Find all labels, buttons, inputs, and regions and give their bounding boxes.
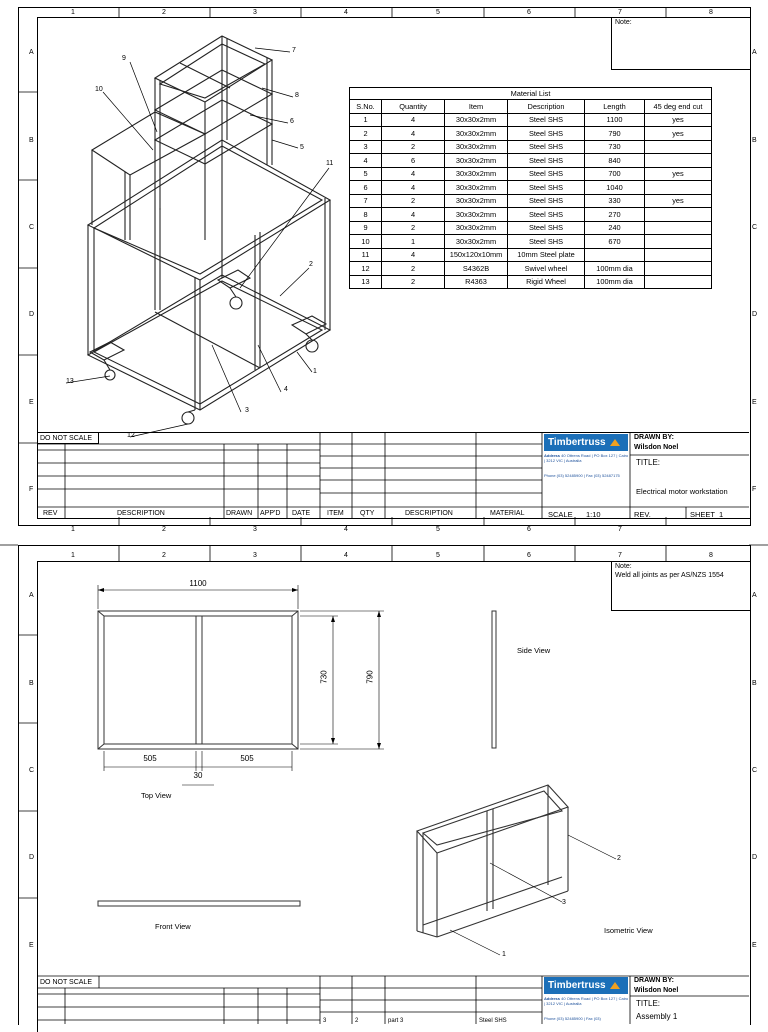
row-marker: D [752, 311, 758, 318]
balloon-2: 2 [617, 855, 621, 862]
table-cell: 6 [382, 154, 445, 168]
table-cell: 1 [382, 235, 445, 249]
table-cell: yes [645, 113, 712, 127]
dim-left-span: 505 [143, 754, 157, 763]
dim-right-span: 505 [240, 754, 254, 763]
note-text: Weld all joints as per AS/NZS 1554 [615, 572, 724, 579]
table-cell: R4363 [445, 275, 508, 289]
balloon-7: 7 [292, 47, 296, 54]
company-name: Timbertruss [548, 437, 606, 448]
balloon-10: 10 [95, 86, 103, 93]
address-label: Address [544, 996, 561, 1001]
table-cell: Steel SHS [508, 113, 585, 127]
balloon-12: 12 [127, 432, 135, 439]
note-label: Note: [615, 563, 632, 570]
table-cell: 30x30x2mm [445, 221, 508, 235]
header-cell: Quantity [382, 100, 445, 114]
col-marker: 1 [71, 9, 75, 16]
table-cell: 4 [382, 127, 445, 141]
row-marker: A [752, 49, 757, 56]
col-marker: 5 [436, 9, 440, 16]
col-marker: 4 [344, 9, 348, 16]
table-cell: 30x30x2mm [445, 154, 508, 168]
col-marker: 7 [618, 526, 622, 533]
table-cell: 1 [350, 113, 382, 127]
scale-label: SCALE [548, 510, 573, 519]
row-marker: D [752, 854, 758, 861]
title-label: TITLE: [636, 458, 661, 467]
table-cell: 4 [350, 154, 382, 168]
title-value: Assembly 1 [636, 1012, 678, 1021]
bom-description: part 3 [388, 1018, 404, 1024]
material-list-title: Material List [350, 88, 712, 100]
table-cell: 700 [585, 167, 645, 181]
table-cell: 2 [382, 221, 445, 235]
col-marker: 4 [344, 526, 348, 533]
table-cell: 10mm Steel plate [508, 248, 585, 262]
table-cell: Steel SHS [508, 194, 585, 208]
table-cell: 100mm dia [585, 275, 645, 289]
row-marker: B [752, 137, 757, 144]
top-view-label: Top View [141, 791, 172, 800]
note-label: Note: [615, 19, 632, 26]
col-marker: 5 [436, 526, 440, 533]
drawn-by-label: DRAWN BY: [634, 977, 674, 984]
scale-value: 1:10 [586, 510, 601, 519]
description-header: DESCRIPTION [117, 510, 165, 517]
company-logo [544, 977, 628, 994]
col-marker: 8 [709, 552, 713, 559]
rev-label: REV. [634, 510, 651, 519]
balloon-1: 1 [502, 951, 506, 958]
header-cell: Item [445, 100, 508, 114]
table-cell: 4 [382, 181, 445, 195]
company-phone: Phone (03) 52485900 | Fax (03) 52487175 [544, 473, 620, 478]
balloon-13: 13 [66, 378, 74, 385]
material-header: MATERIAL [490, 510, 525, 517]
row-marker: B [752, 680, 757, 687]
table-cell: 11 [350, 248, 382, 262]
row-marker: C [29, 224, 35, 231]
table-cell: yes [645, 127, 712, 141]
table-cell: 4 [382, 167, 445, 181]
row-marker: B [29, 137, 34, 144]
table-cell: 2 [382, 194, 445, 208]
col-marker: 8 [709, 9, 713, 16]
col-marker: 3 [253, 9, 257, 16]
col-marker: 7 [618, 552, 622, 559]
table-cell: 4 [382, 248, 445, 262]
side-view-label: Side View [517, 646, 551, 655]
header-cell: S.No. [350, 100, 382, 114]
bom-item: 3 [323, 1018, 327, 1024]
balloon-1: 1 [313, 368, 317, 375]
assembly-drawings [0, 545, 768, 1024]
table-cell: 2 [382, 275, 445, 289]
table-cell: 7 [350, 194, 382, 208]
dim-width: 1100 [189, 579, 207, 588]
item-header: ITEM [327, 510, 344, 517]
row-marker: E [752, 399, 757, 406]
table-cell: 13 [350, 275, 382, 289]
table-cell: Steel SHS [508, 208, 585, 222]
table-cell: 30x30x2mm [445, 181, 508, 195]
address-text: 40 Ottrens Road | PO Box 127 | Cairo | 3212 VIC | Australia [544, 453, 629, 464]
balloon-4: 4 [284, 386, 288, 393]
date-header: DATE [292, 510, 311, 517]
drawn-by-name: Wilsdon Noel [634, 987, 679, 994]
header-cell: Length [585, 100, 645, 114]
table-cell: 2 [382, 140, 445, 154]
drawing-sheet-2 [0, 545, 768, 1024]
address-label: Address [544, 453, 561, 458]
col-marker: 7 [618, 9, 622, 16]
do-not-scale: DO NOT SCALE [40, 979, 92, 986]
appd-header: APP'D [260, 510, 281, 517]
header-cell: 45 deg end cut [645, 100, 712, 114]
drawn-header: DRAWN [226, 510, 253, 517]
col-marker: 6 [527, 526, 531, 533]
table-cell: 9 [350, 221, 382, 235]
bom-description-header: DESCRIPTION [405, 510, 453, 517]
dim-inner-height: 730 [319, 670, 329, 684]
table-cell: 3 [350, 140, 382, 154]
row-marker: A [29, 592, 34, 599]
table-cell: 100mm dia [585, 262, 645, 276]
table-cell: Steel SHS [508, 167, 585, 181]
table-cell: 1040 [585, 181, 645, 195]
header-cell: Description [508, 100, 585, 114]
table-cell: Steel SHS [508, 221, 585, 235]
row-marker: D [29, 311, 35, 318]
table-cell: 8 [350, 208, 382, 222]
row-marker: C [752, 767, 758, 774]
company-name: Timbertruss [548, 980, 606, 991]
table-cell: 30x30x2mm [445, 127, 508, 141]
bom-material: Steel SHS [479, 1018, 507, 1024]
balloon-5: 5 [300, 144, 304, 151]
table-cell: 330 [585, 194, 645, 208]
table-cell: yes [645, 194, 712, 208]
dim-gap: 30 [193, 771, 203, 780]
table-cell: 4 [382, 208, 445, 222]
sheet-label: SHEET [690, 510, 716, 519]
row-marker: A [752, 592, 757, 599]
table-cell: 150x120x10mm [445, 248, 508, 262]
roof-icon [610, 439, 620, 446]
row-marker: B [29, 680, 34, 687]
row-marker: F [752, 486, 757, 493]
table-cell: 30x30x2mm [445, 194, 508, 208]
col-marker: 5 [436, 552, 440, 559]
bom-qty: 2 [355, 1018, 359, 1024]
col-marker: 3 [253, 552, 257, 559]
row-marker: E [29, 942, 34, 949]
table-cell: S4362B [445, 262, 508, 276]
table-cell: 840 [585, 154, 645, 168]
table-cell: 30x30x2mm [445, 113, 508, 127]
col-marker: 2 [162, 526, 166, 533]
table-cell: Rigid Wheel [508, 275, 585, 289]
col-marker: 2 [162, 9, 166, 16]
table-cell: Steel SHS [508, 127, 585, 141]
row-marker: C [29, 767, 35, 774]
qty-header: QTY [360, 510, 375, 517]
table-cell: 12 [350, 262, 382, 276]
company-logo [544, 434, 628, 451]
col-marker: 6 [527, 9, 531, 16]
table-cell: 670 [585, 235, 645, 249]
table-cell: 240 [585, 221, 645, 235]
table-cell: 2 [350, 127, 382, 141]
table-cell: 730 [585, 140, 645, 154]
balloon-6: 6 [290, 118, 294, 125]
front-view-label: Front View [155, 922, 191, 931]
drawn-by-label: DRAWN BY: [634, 434, 674, 441]
balloon-2: 2 [309, 261, 313, 268]
table-cell: Steel SHS [508, 235, 585, 249]
dim-outer-height: 790 [365, 670, 375, 684]
balloon-8: 8 [295, 92, 299, 99]
row-marker: A [29, 49, 34, 56]
table-cell: 30x30x2mm [445, 208, 508, 222]
col-marker: 4 [344, 552, 348, 559]
table-cell: 30x30x2mm [445, 235, 508, 249]
table-cell: yes [645, 167, 712, 181]
balloon-3: 3 [562, 899, 566, 906]
col-marker: 6 [527, 552, 531, 559]
table-cell: 270 [585, 208, 645, 222]
col-marker: 1 [71, 526, 75, 533]
row-marker: F [29, 486, 34, 493]
table-cell: 4 [382, 113, 445, 127]
row-marker: D [29, 854, 35, 861]
company-address [544, 996, 629, 1006]
table-cell: Steel SHS [508, 140, 585, 154]
row-marker: E [752, 942, 757, 949]
roof-icon [610, 982, 620, 989]
table-cell: Steel SHS [508, 154, 585, 168]
col-marker: 2 [162, 552, 166, 559]
title-value: Electrical motor workstation [636, 487, 728, 496]
table-cell: 10 [350, 235, 382, 249]
drawn-by-name: Wilsdon Noel [634, 444, 679, 451]
company-phone: Phone (03) 52485900 | Fax (03) [544, 1016, 601, 1021]
row-marker: E [29, 399, 34, 406]
do-not-scale: DO NOT SCALE [40, 435, 92, 442]
rev-header: REV [43, 510, 58, 517]
company-address [544, 453, 629, 463]
col-marker: 1 [71, 552, 75, 559]
title-label: TITLE: [636, 999, 661, 1008]
table-cell: 30x30x2mm [445, 140, 508, 154]
balloon-11: 11 [326, 160, 334, 167]
table-cell: 5 [350, 167, 382, 181]
table-cell: Steel SHS [508, 181, 585, 195]
table-cell: Swivel wheel [508, 262, 585, 276]
address-text: 40 Ottrens Road | PO Box 127 | Cairo | 3212 VIC | Australia [544, 996, 629, 1007]
row-marker: C [752, 224, 758, 231]
balloon-9: 9 [122, 55, 126, 62]
table-cell: 2 [382, 262, 445, 276]
table-cell: 790 [585, 127, 645, 141]
isometric-view-label: Isometric View [604, 926, 653, 935]
sheet-value: 1 [719, 510, 724, 519]
table-cell: 1100 [585, 113, 645, 127]
balloon-3: 3 [245, 407, 249, 414]
table-cell: 30x30x2mm [445, 167, 508, 181]
table-cell: 6 [350, 181, 382, 195]
col-marker: 3 [253, 526, 257, 533]
